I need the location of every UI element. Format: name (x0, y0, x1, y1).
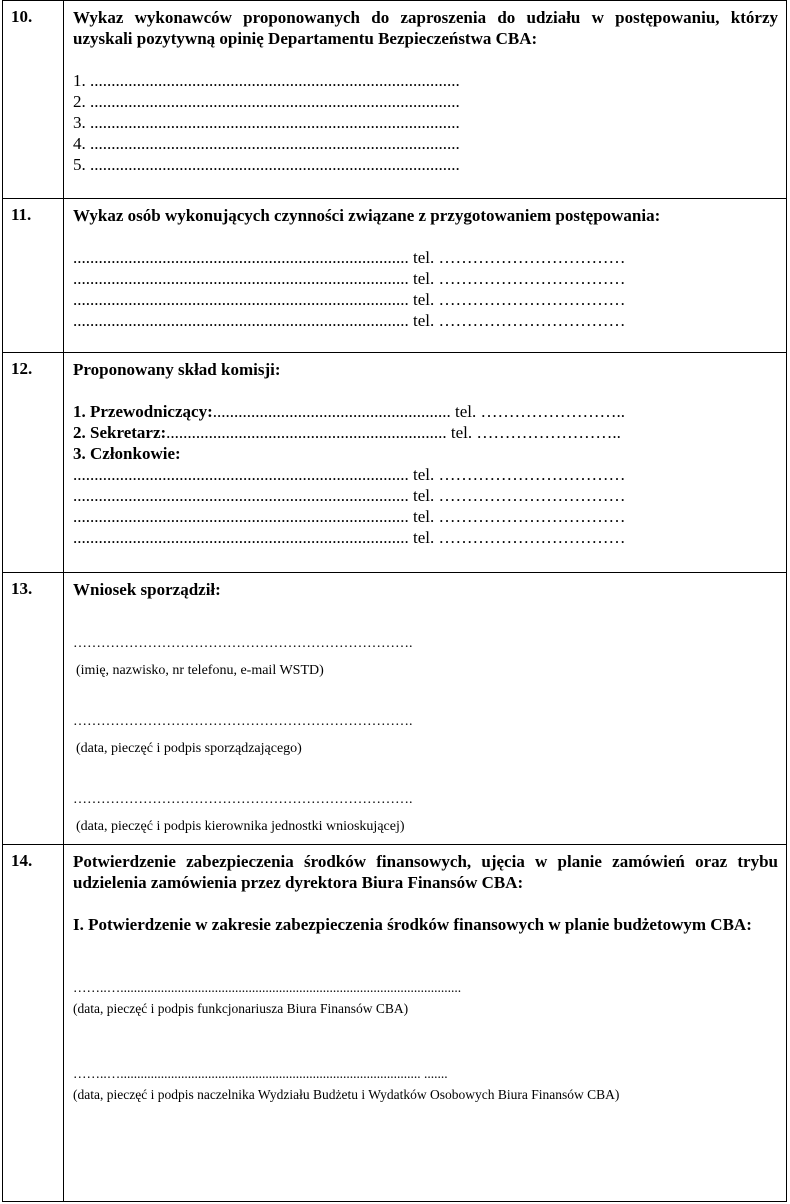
row-body (64, 573, 787, 845)
contractor-line[interactable]: 5. ....................................................................................... (73, 155, 460, 174)
row-number: 14. (3, 845, 64, 1202)
contractor-line[interactable]: 2. ....................................................................................... (73, 92, 460, 111)
row-body (64, 845, 787, 1202)
signature-caption: (imię, nazwisko, nr telefonu, e-mail WSTD) (76, 663, 324, 678)
person-line[interactable]: ............................................................................... tel. …………………………… (73, 269, 626, 288)
row-13 (3, 573, 787, 845)
row-body (64, 353, 787, 573)
member-line[interactable]: ............................................................................... tel. …………………………… (73, 528, 626, 547)
row-body (64, 199, 787, 353)
person-line[interactable]: ............................................................................... tel. …………………………… (73, 248, 626, 267)
section-heading: Wykaz osób wykonujących czynności związane z przygotowaniem postępowania: (73, 206, 661, 225)
member-line[interactable]: ............................................................................... tel. …………………………… (73, 465, 626, 484)
contractor-line[interactable]: 1. ....................................................................................... (73, 71, 460, 90)
row-14 (3, 845, 787, 1202)
signature-line[interactable]: ……..…..................................................................................................... (73, 980, 462, 995)
row-11 (3, 199, 787, 353)
row-10 (3, 1, 787, 199)
contractor-line[interactable]: 3. ....................................................................................... (73, 113, 460, 132)
person-line[interactable]: ............................................................................... tel. …………………………… (73, 290, 626, 309)
section-heading: Potwierdzenie zabezpieczenia środków finansowych, ujęcia w planie zamówień oraz trybu udzielenia zamówienia przez dyrektora Biura Finansów CBA: (73, 852, 778, 892)
member-line[interactable]: ............................................................................... tel. …………………………… (73, 507, 626, 526)
chair-line[interactable] (73, 401, 778, 422)
signature-caption: (data, pieczęć i podpis naczelnika Wydziału Budżetu i Wydatków Osobowych Biura Finansów CBA) (73, 1087, 620, 1102)
section-heading: Wykaz wykonawców proponowanych do zaproszenia do udziału w postępowaniu, którzy uzyskali pozytywną opinię Departamentu Bezpieczeństwa CBA: (73, 8, 778, 48)
signature-caption: (data, pieczęć i podpis kierownika jednostki wnioskującej) (76, 819, 405, 834)
form-table (2, 0, 787, 1202)
signature-line[interactable]: ……..…......................................................................................... ....... (73, 1066, 448, 1081)
section-heading: Wniosek sporządził: (73, 580, 221, 599)
signature-line[interactable]: ………………………………………………………………. (73, 792, 413, 807)
subsection-heading: I. Potwierdzenie w zakresie zabezpieczenia środków finansowych w planie budżetowym CBA: (73, 915, 752, 934)
row-number: 11. (3, 199, 64, 353)
member-line[interactable]: ............................................................................... tel. …………………………… (73, 486, 626, 505)
signature-line[interactable]: ………………………………………………………………. (73, 714, 413, 729)
secretary-text: 2. Sekretarz:.................................................................. tel. …………………….. (73, 423, 621, 442)
section-heading: Proponowany skład komisji: (73, 360, 281, 379)
row-body (64, 1, 787, 199)
row-number: 10. (3, 1, 64, 199)
person-line[interactable]: ............................................................................... tel. …………………………… (73, 311, 626, 330)
signature-caption: (data, pieczęć i podpis funkcjonariusza Biura Finansów CBA) (73, 1001, 409, 1016)
contractor-line[interactable]: 4. ....................................................................................... (73, 134, 460, 153)
signature-line[interactable]: ………………………………………………………………. (73, 636, 413, 651)
signature-caption: (data, pieczęć i podpis sporządzającego) (76, 741, 302, 756)
row-number: 12. (3, 353, 64, 573)
secretary-line[interactable] (73, 422, 778, 443)
members-label: 3. Członkowie: (73, 444, 181, 463)
chair-text: 1. Przewodniczący:........................................................ tel. …………………….. (73, 402, 625, 421)
row-number: 13. (3, 573, 64, 845)
row-12 (3, 353, 787, 573)
